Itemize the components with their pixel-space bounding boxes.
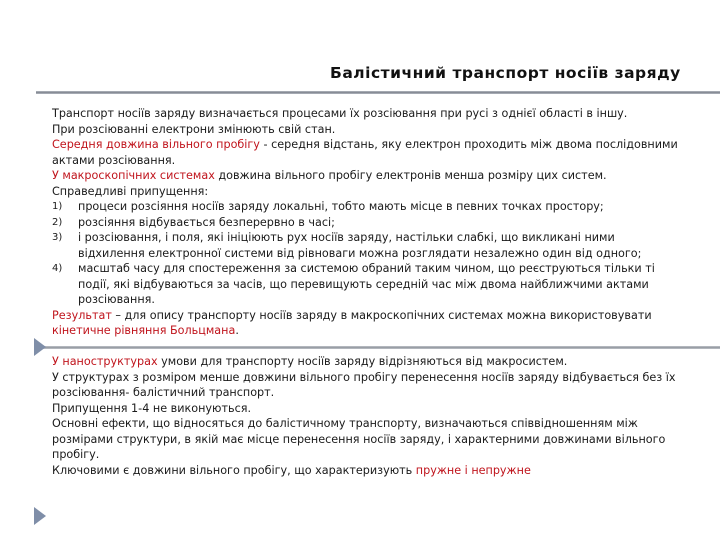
paragraph-result bbox=[52, 308, 680, 339]
slide-title: Балістичний транспорт носіїв заряду bbox=[330, 64, 681, 82]
term-result: Результат bbox=[52, 308, 112, 322]
paragraph-key-lengths bbox=[52, 463, 680, 479]
paragraph-transport: Транспорт носіїв заряду визначається процесами їх розсіювання при русі з однієї області в іншу. bbox=[52, 107, 628, 120]
assumptions-list bbox=[52, 199, 680, 308]
list-item-number: 3) bbox=[52, 232, 63, 243]
assumptions-label: Справедливі припущення: bbox=[52, 184, 209, 198]
list-item bbox=[52, 230, 680, 261]
title-divider bbox=[36, 91, 720, 94]
term-boltzmann-equation: кінетичне рівняння Больцмана bbox=[52, 324, 236, 337]
list-item bbox=[52, 261, 680, 308]
result-end: . bbox=[235, 324, 239, 337]
list-item-text: розсіяння відбувається безперервно в часі; bbox=[78, 215, 335, 229]
list-item bbox=[52, 199, 680, 215]
result-text: – для опису транспорту носіїв заряду в макроскопічних системах можна використовувати bbox=[111, 308, 652, 322]
list-item-text: масштаб часу для спостереження за системою обраний таким чином, що реєструються тільки ті події, які відбуваються за часів, що перевищують середній час між двома найближчими актами розсіювання. bbox=[78, 262, 655, 306]
definition-mean-free-path: - середня відстань, яку електрон проходить між двома послідовними актами розсіювання. bbox=[52, 138, 678, 167]
paragraph-ballistic: У структурах з розміром менше довжини вільного пробігу перенесення носіїв заряду відбувається без їх розсіювання- балістичний транспорт. bbox=[52, 370, 676, 399]
term-nanostructures: У наноструктурах bbox=[52, 355, 158, 368]
list-item-number: 1) bbox=[52, 201, 63, 212]
term-elastic-inelastic: пружне і непружне bbox=[415, 463, 531, 477]
list-item-text: процеси розсіяння носіїв заряду локальні, тобто мають місце в певних точках простору; bbox=[78, 200, 604, 213]
paragraph-effects: Основні ефекти, що відносяться до балістичному транспорту, визначаються співвідношенням між розмірами структури, в якій має місце перенесення носіїв заряду, і характерними довжинами вільного пробігу. bbox=[52, 417, 666, 461]
paragraph-macro bbox=[52, 168, 680, 184]
list-item-text: і розсіювання, і поля, які ініціюють рух носіїв заряду, настільки слабкі, що викликані ними відхилення електронної системи від рівноваги можна розглядати незалежно один від одного; bbox=[78, 231, 642, 260]
list-item-number: 2) bbox=[52, 216, 63, 228]
triangle-bullet-icon bbox=[34, 507, 46, 525]
slide-body bbox=[52, 106, 680, 478]
list-item bbox=[52, 215, 680, 231]
paragraph-nano bbox=[52, 354, 680, 370]
nano-text: умови для транспорту носіїв заряду відрізняються від макросистем. bbox=[157, 355, 568, 368]
paragraph-assumptions-fail: Припущення 1-4 не виконуються. bbox=[52, 401, 252, 415]
spacer bbox=[52, 339, 680, 355]
key-lengths-text: Ключовими є довжини вільного пробігу, що характеризують bbox=[52, 463, 416, 477]
paragraph-scattering: При розсіюванні електрони змінюють свій стан. bbox=[52, 122, 336, 136]
list-item-number: 4) bbox=[52, 263, 63, 274]
paragraph-mean-free-path bbox=[52, 137, 680, 168]
term-mean-free-path: Середня довжина вільного пробігу bbox=[52, 138, 260, 151]
macro-description: довжина вільного пробігу електронів менша розміру цих систем. bbox=[214, 169, 607, 182]
term-macro-systems: У макроскопічних системах bbox=[52, 169, 215, 182]
triangle-bullet-icon bbox=[34, 338, 46, 356]
